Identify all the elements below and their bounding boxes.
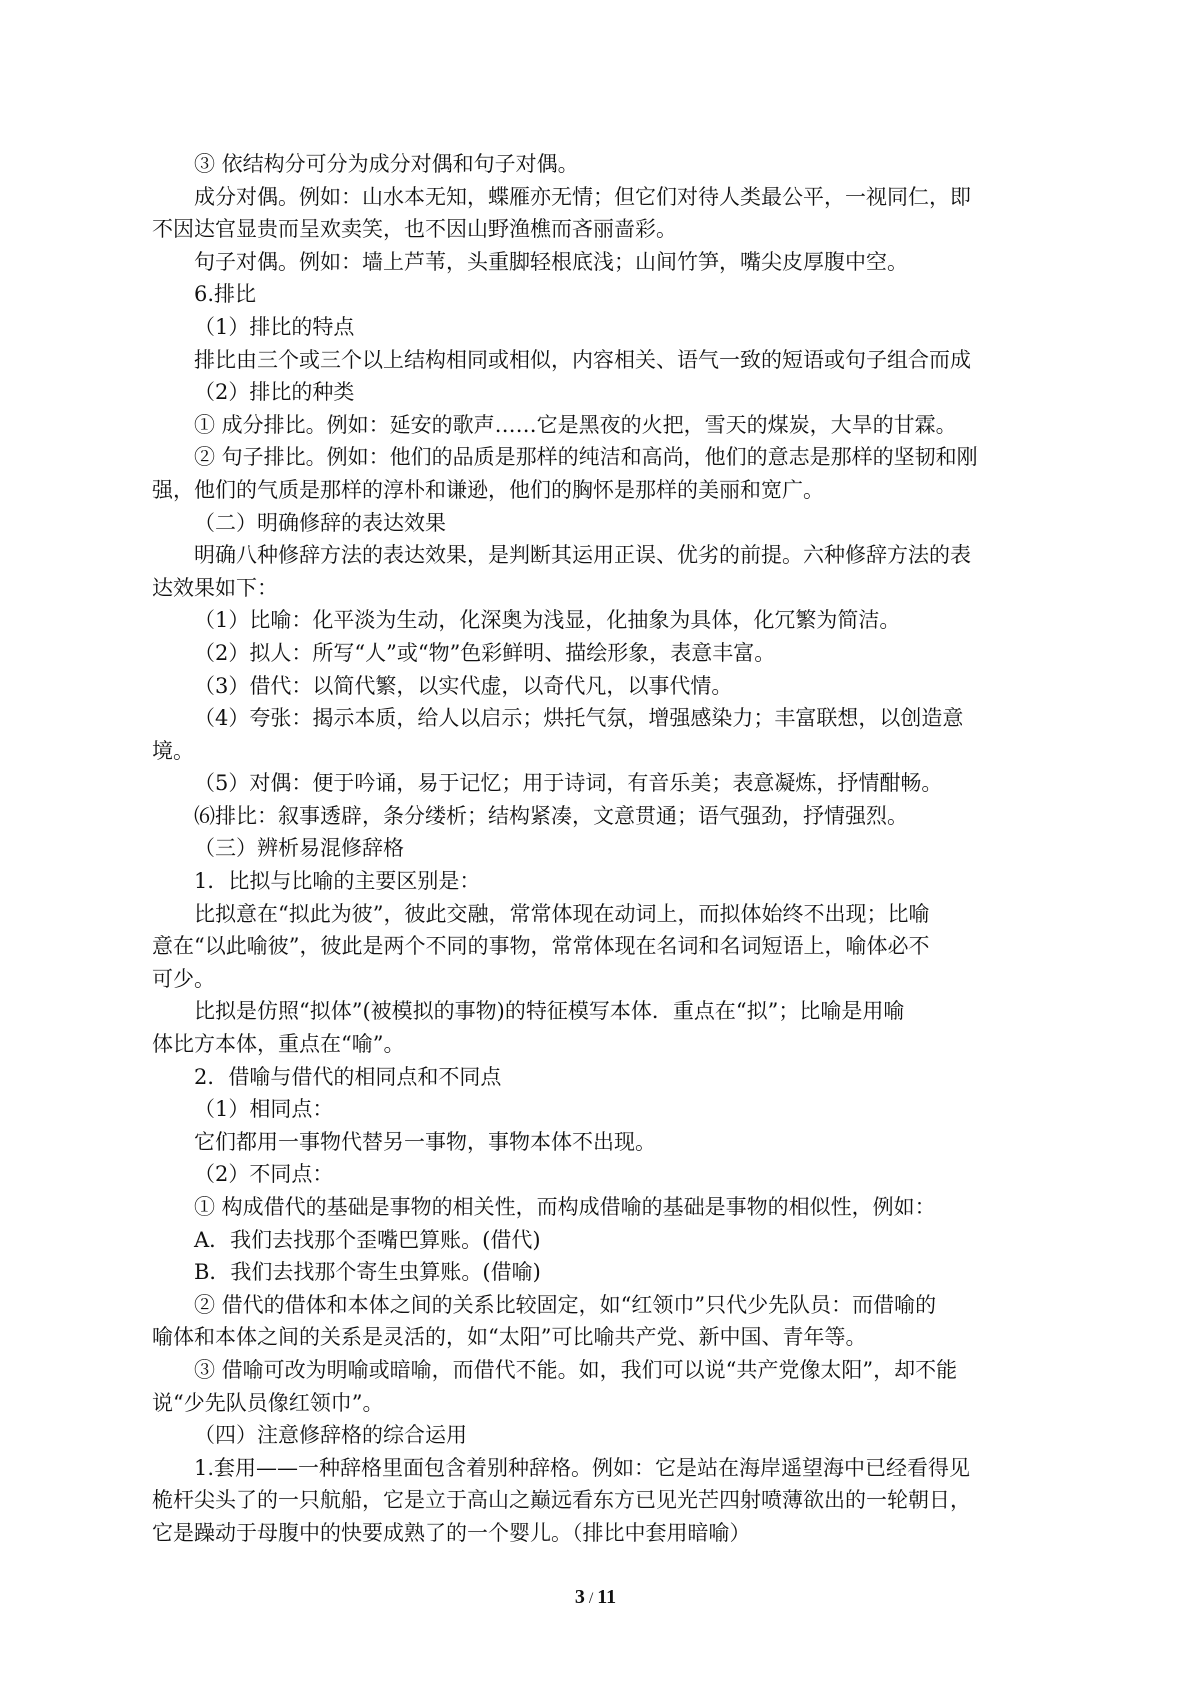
text-line: ⑹排比：叙事透辟，条分缕析；结构紧凑，文意贯通；语气强劲，抒情强烈。 <box>194 803 908 828</box>
text-line: （2）不同点： <box>194 1162 334 1187</box>
text-line: 意在“以此喻彼”，彼此是两个不同的事物，常常体现在名词和名词短语上，喻体必不 <box>152 934 930 959</box>
text-line: ② 借代的借体和本体之间的关系比较固定，如“红领巾”只代少先队员：而借喻的 <box>194 1292 937 1317</box>
text-line: （1）排比的特点 <box>194 314 355 339</box>
text-line: B．我们去找那个寄生虫算账。(借喻) <box>194 1260 541 1285</box>
document-body <box>152 148 1032 1550</box>
text-line: ② 句子排比。例如：他们的品质是那样的纯洁和高尚，他们的意志是那样的坚韧和刚 <box>194 445 978 470</box>
total-pages: 11 <box>597 1586 617 1608</box>
text-line: （3）借代：以简代繁，以实代虚，以奇代凡，以事代情。 <box>194 673 733 698</box>
text-line: 比拟是仿照“拟体”(被模拟的事物)的特征模写本体．重点在“拟”；比喻是用喻 <box>194 999 905 1024</box>
text-line: 说“少先队员像红领巾”。 <box>152 1390 384 1415</box>
text-line: 2．借喻与借代的相同点和不同点 <box>194 1064 502 1089</box>
text-line: 它是躁动于母腹中的快要成熟了的一个婴儿。（排比中套用暗喻） <box>152 1520 751 1545</box>
text-line: ③ 依结构分可分为成分对偶和句子对偶。 <box>194 152 579 176</box>
text-line: 比拟意在“拟此为彼”，彼此交融，常常体现在动词上，而拟体始终不出现；比喻 <box>194 901 930 926</box>
text-line: 可少。 <box>152 966 215 991</box>
text-line: 强，他们的气质是那样的淳朴和谦逊，他们的胸怀是那样的美丽和宽广。 <box>152 477 824 502</box>
text-line: （2）拟人：所写“人”或“物”色彩鲜明、描绘形象，表意丰富。 <box>194 640 776 665</box>
text-line: （2）排比的种类 <box>194 380 355 405</box>
text-line: 成分对偶。例如：山水本无知，蝶雁亦无情；但它们对待人类最公平，一视同仁，即 <box>194 184 971 209</box>
page-separator: / <box>584 1590 598 1607</box>
text-line: ① 构成借代的基础是事物的相关性，而构成借喻的基础是事物的相似性，例如： <box>194 1195 936 1219</box>
text-line: 境。 <box>152 738 194 763</box>
text-line: 它们都用一事物代替另一事物，事物本体不出现。 <box>194 1129 656 1154</box>
text-line: ① 成分排比。例如：延安的歌声……它是黑夜的火把，雪天的煤炭，大旱的甘霖。 <box>194 412 957 437</box>
text-line: 明确八种修辞方法的表达效果，是判断其运用正误、优劣的前提。六种修辞方法的表 <box>194 543 971 568</box>
text-line: 1.套用——一种辞格里面包含着别种辞格。例如：它是站在海岸遥望海中已经看得见 <box>194 1455 971 1480</box>
text-line: （4）夸张：揭示本质，给人以启示；烘托气氛，增强感染力；丰富联想，以创造意 <box>194 706 964 731</box>
text-line: （1）相同点： <box>194 1097 334 1122</box>
text-line: （二）明确修辞的表达效果 <box>194 510 446 535</box>
text-line: 不因达官显贵而呈欢卖笑，也不因山野渔樵而吝丽啬彩。 <box>152 217 677 242</box>
current-page: 3 <box>574 1586 585 1608</box>
text-line: 桅杆尖头了的一只航船，它是立于高山之巅远看东方已见光芒四射喷薄欲出的一轮朝日， <box>152 1488 971 1513</box>
text-line: ③ 借喻可改为明喻或暗喻，而借代不能。如，我们可以说“共产党像太阳”，却不能 <box>194 1357 958 1382</box>
text-line: A．我们去找那个歪嘴巴算账。(借代) <box>194 1227 541 1252</box>
text-line: （三）辨析易混修辞格 <box>194 836 404 861</box>
text-line: （四）注意修辞格的综合运用 <box>194 1423 467 1448</box>
text-line: （5）对偶：便于吟诵，易于记忆；用于诗词，有音乐美；表意凝炼，抒情酣畅。 <box>194 771 943 796</box>
text-line: 排比由三个或三个以上结构相同或相似，内容相关、语气一致的短语或句子组合而成 <box>194 347 971 372</box>
text-line: 句子对偶。例如：墙上芦苇，头重脚轻根底浅；山间竹笋，嘴尖皮厚腹中空。 <box>194 249 908 274</box>
text-line: 6.排比 <box>194 282 257 307</box>
text-line: （1）比喻：化平淡为生动，化深奥为浅显，化抽象为具体，化冗繁为简洁。 <box>194 608 901 633</box>
text-line: 体比方本体，重点在“喻”。 <box>152 1032 405 1057</box>
text-line: 达效果如下： <box>152 575 278 600</box>
text-line: 1．比拟与比喻的主要区别是： <box>194 869 481 894</box>
text-line: 喻体和本体之间的关系是灵活的，如“太阳”可比喻共产党、新中国、青年等。 <box>152 1325 867 1350</box>
page-number <box>0 1585 1191 1611</box>
